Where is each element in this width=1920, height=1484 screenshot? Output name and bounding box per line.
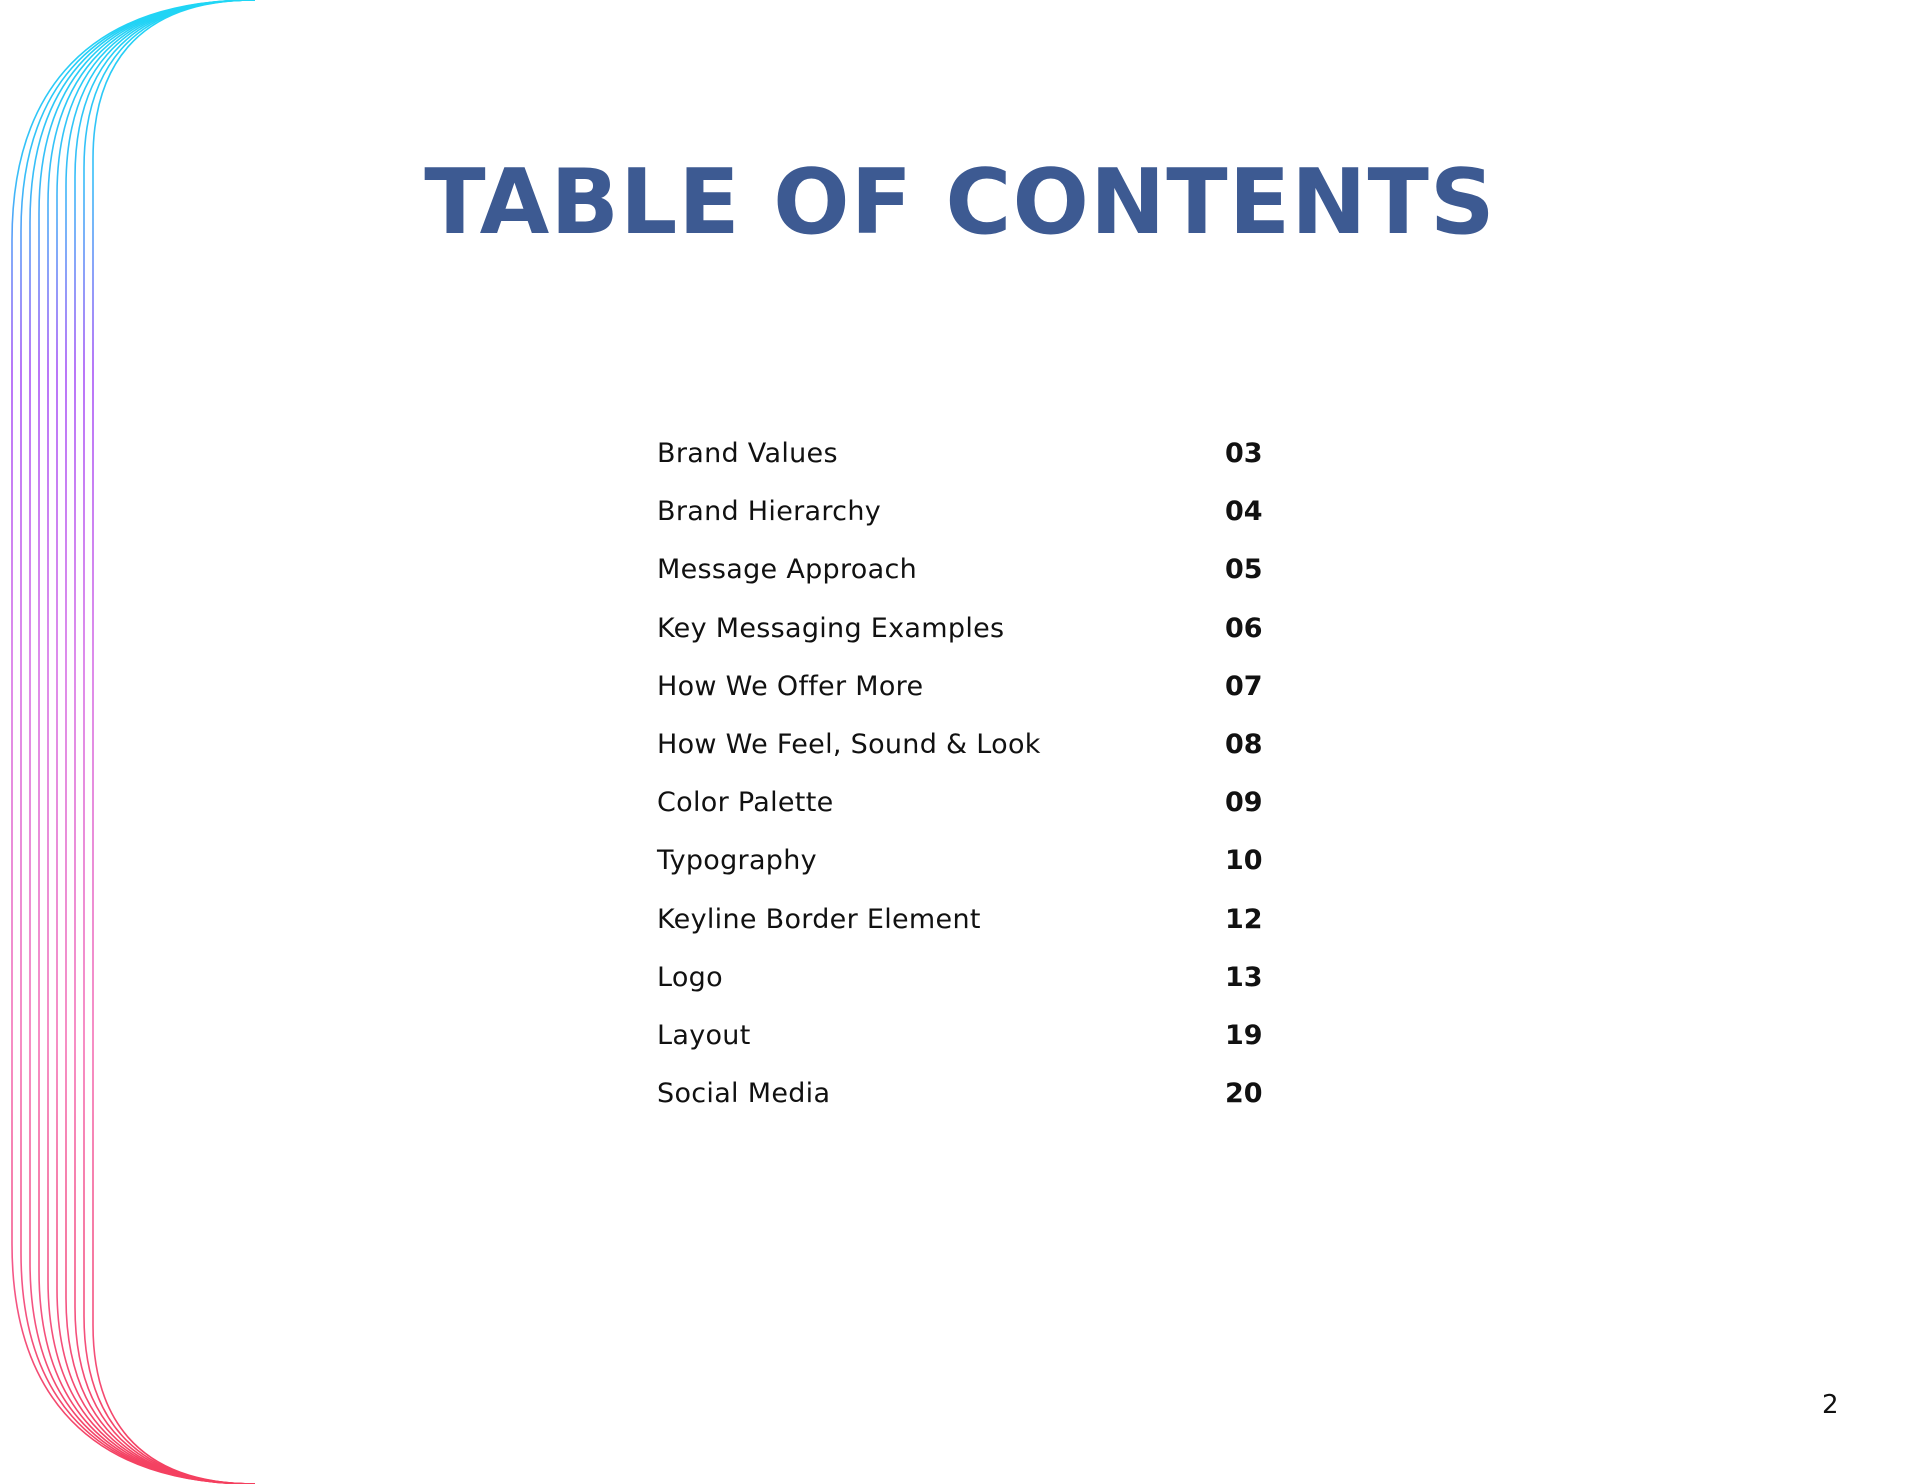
toc-item-page: 19 bbox=[1225, 1019, 1263, 1051]
page-title: TABLE OF CONTENTS bbox=[424, 150, 1496, 255]
toc-row[interactable] bbox=[657, 541, 1297, 599]
toc-item-label: Keyline Border Element bbox=[657, 903, 981, 935]
toc-item-page: 20 bbox=[1225, 1078, 1263, 1110]
page-number: 2 bbox=[1822, 1390, 1839, 1420]
toc-row[interactable] bbox=[657, 1007, 1297, 1065]
toc-item-page: 07 bbox=[1225, 670, 1263, 702]
toc-item-page: 09 bbox=[1225, 787, 1263, 819]
toc-item-label: Brand Hierarchy bbox=[657, 496, 882, 528]
toc-item-label: Message Approach bbox=[657, 554, 917, 586]
toc-item-label: Typography bbox=[657, 845, 817, 877]
toc-row[interactable] bbox=[657, 658, 1297, 716]
toc-row[interactable] bbox=[657, 774, 1297, 832]
toc-row[interactable] bbox=[657, 832, 1297, 890]
toc-item-page: 08 bbox=[1225, 728, 1263, 760]
toc-item-label: How We Feel, Sound & Look bbox=[657, 728, 1041, 760]
toc-item-page: 05 bbox=[1225, 554, 1263, 586]
toc-item-label: Key Messaging Examples bbox=[657, 612, 1005, 644]
toc-item-page: 10 bbox=[1225, 845, 1263, 877]
toc-item-label: Brand Values bbox=[657, 438, 838, 469]
toc-item-page: 03 bbox=[1225, 438, 1263, 469]
toc-row[interactable] bbox=[657, 949, 1297, 1007]
toc-item-label: Logo bbox=[657, 961, 723, 993]
toc-row[interactable] bbox=[657, 1065, 1297, 1123]
toc-item-label: Color Palette bbox=[657, 787, 834, 819]
table-of-contents-list bbox=[657, 425, 1297, 1123]
toc-row[interactable] bbox=[657, 425, 1297, 483]
toc-item-label: Social Media bbox=[657, 1078, 831, 1110]
toc-item-label: How We Offer More bbox=[657, 670, 924, 702]
toc-row[interactable] bbox=[657, 483, 1297, 541]
toc-row[interactable] bbox=[657, 716, 1297, 774]
toc-item-page: 06 bbox=[1225, 612, 1263, 644]
toc-row[interactable] bbox=[657, 891, 1297, 949]
toc-item-page: 04 bbox=[1225, 496, 1263, 528]
toc-item-page: 13 bbox=[1225, 961, 1263, 993]
toc-item-page: 12 bbox=[1225, 903, 1263, 935]
toc-row[interactable] bbox=[657, 600, 1297, 658]
toc-item-label: Layout bbox=[657, 1019, 751, 1051]
